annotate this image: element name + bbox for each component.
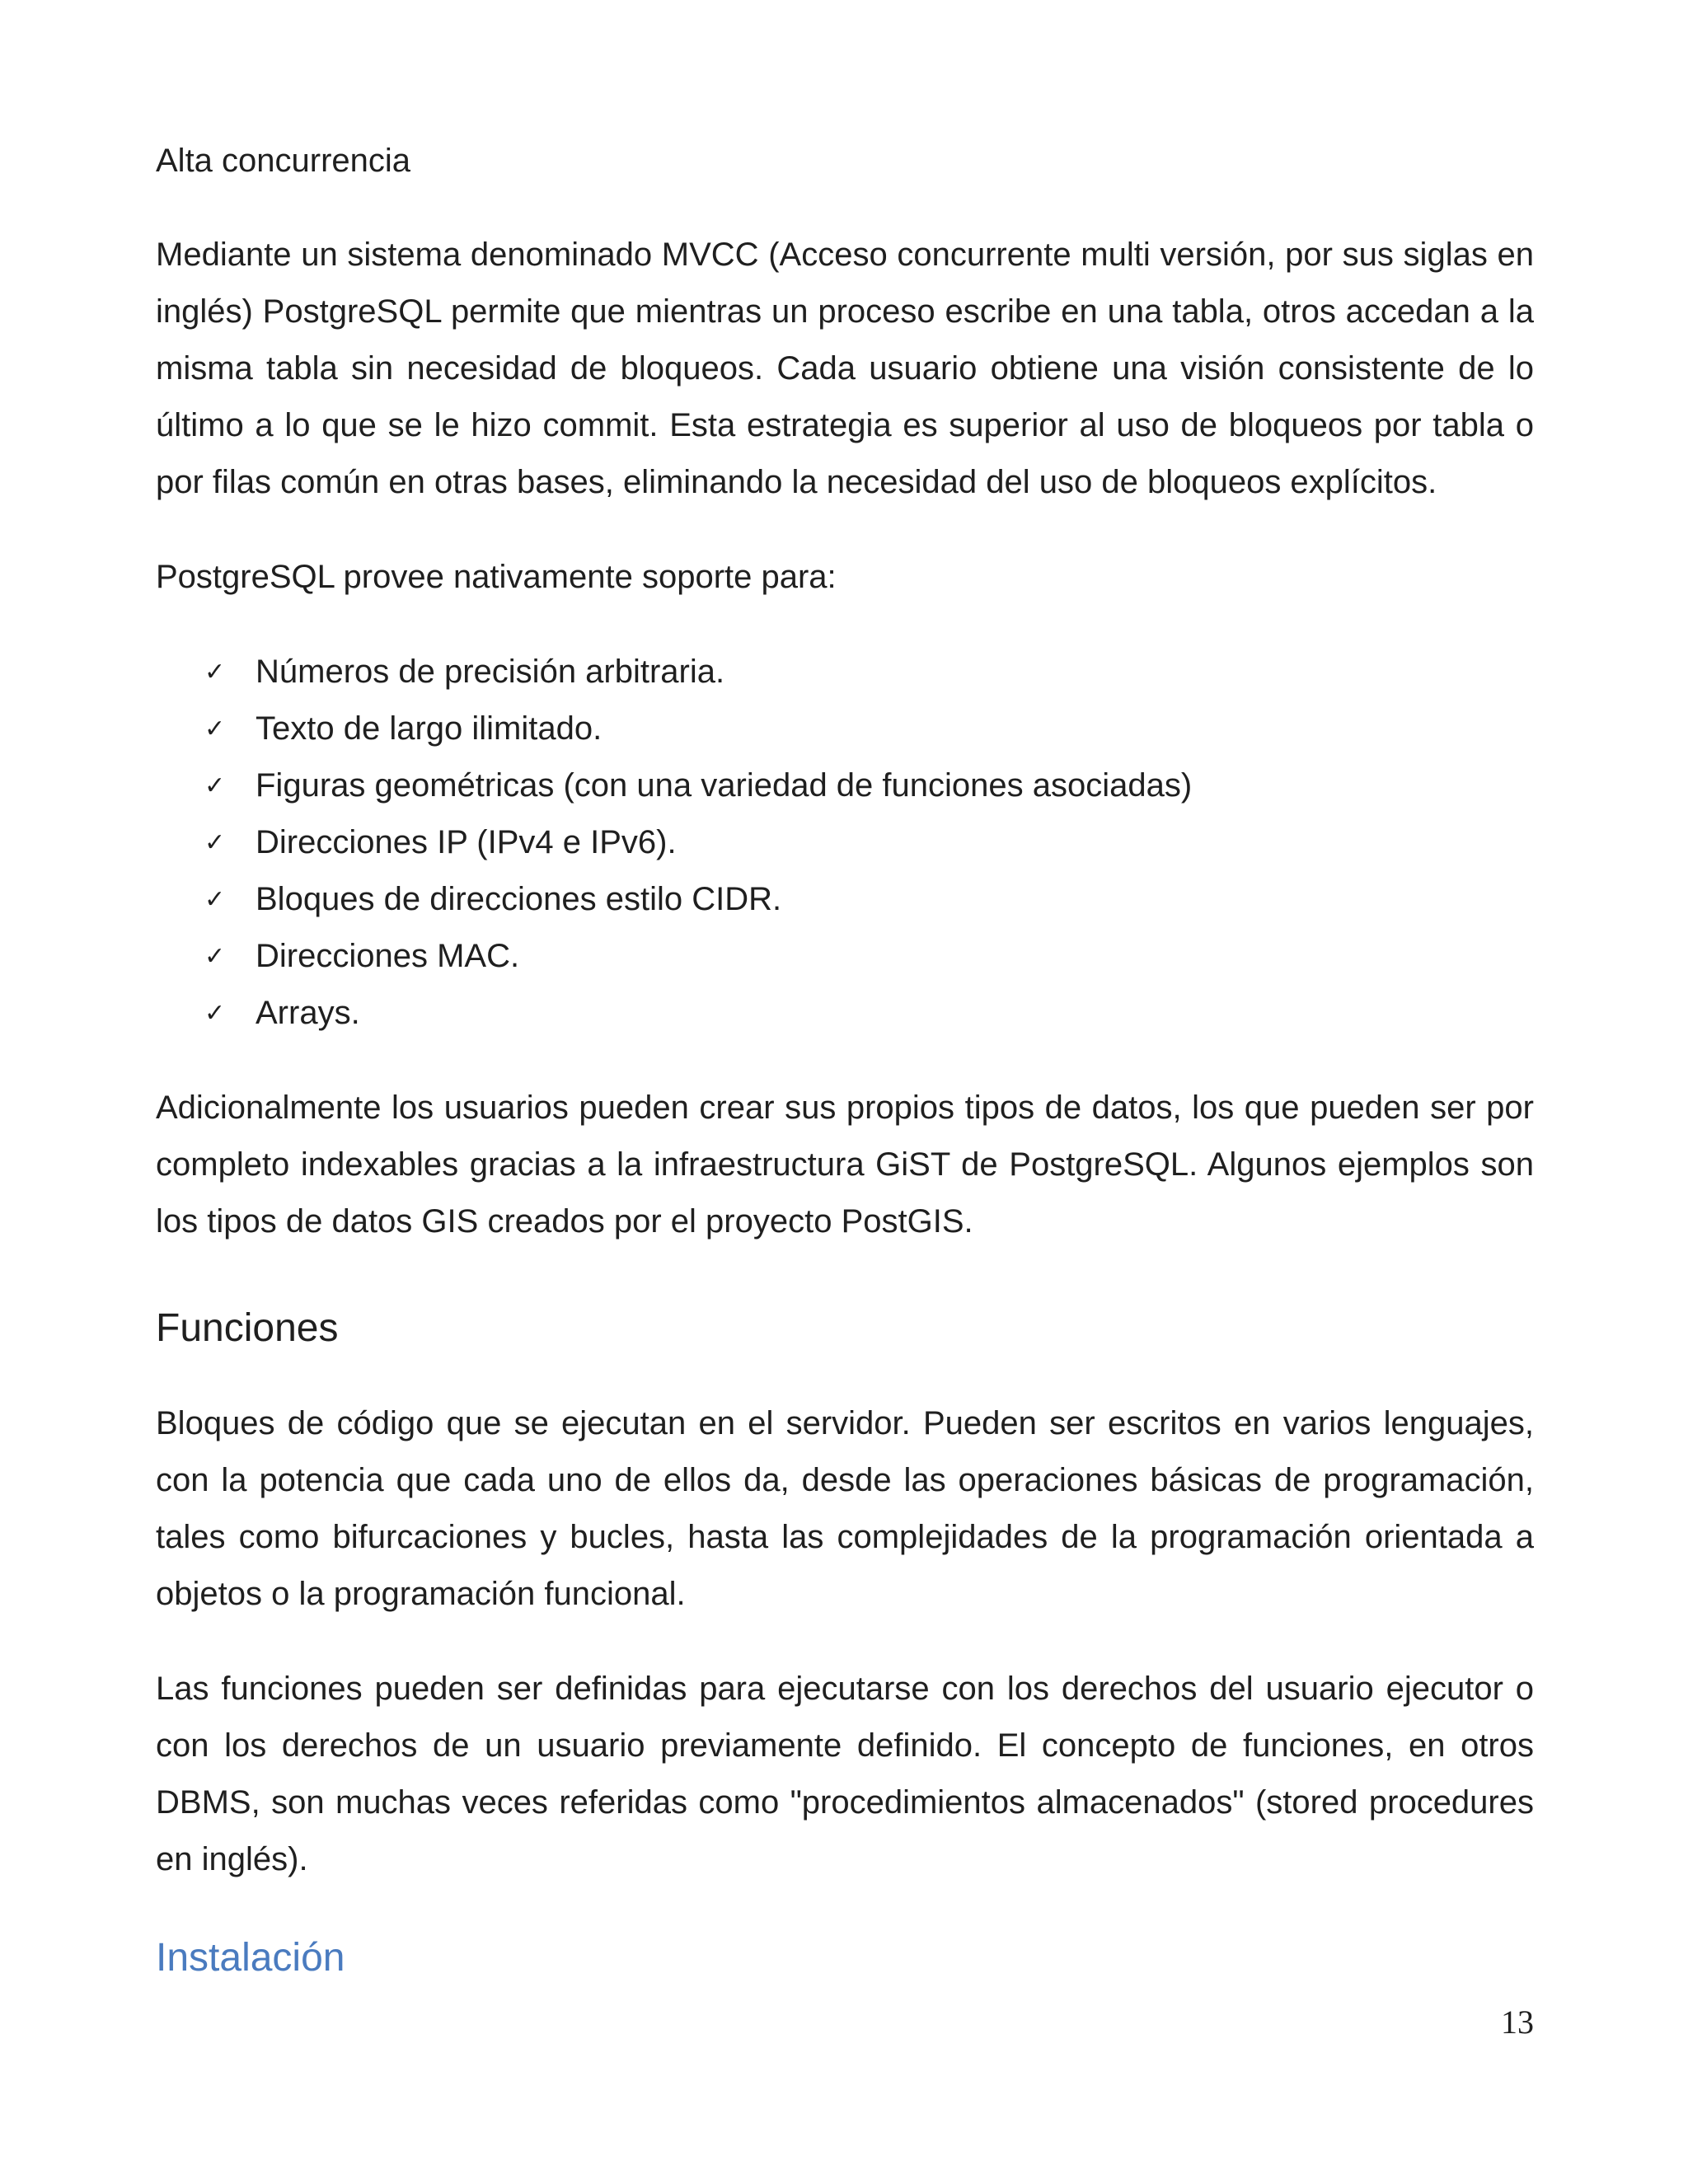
funciones-paragraph-2: Las funciones pueden ser definidas para ejecutarse con los derechos del usuario ejecutor o con los derechos de un usuario previamente definido. El concepto de funciones, en otros DBMS, son muchas veces referidas como "procedimientos almacenados" (stored procedures en inglés). xyxy=(156,1670,1534,1877)
checkmark-icon: ✓ xyxy=(204,942,226,971)
alta-concurrencia-heading: Alta concurrencia xyxy=(156,143,411,179)
list-item xyxy=(156,644,1534,701)
list-item-text: Bloques de direcciones estilo CIDR. xyxy=(256,881,782,917)
checkmark-icon: ✓ xyxy=(204,828,226,857)
custom-types-paragraph: Adicionalmente los usuarios pueden crear sus propios tipos de datos, los que pueden ser por completo indexables gracias a la infraestructura GiST de PostgreSQL. Algunos ejemplos son los tipos de datos GIS creados por el proyecto PostGIS. xyxy=(156,1090,1534,1240)
mvcc-paragraph: Mediante un sistema denominado MVCC (Acceso concurrente multi versión, por sus siglas en inglés) PostgreSQL permite que mientras un proceso escribe en una tabla, otros accedan a la misma tabla sin necesidad de bloqueos. Cada usuario obtiene una visión consistente de lo último a lo que se le hizo commit. Esta estrategia es superior al uso de bloqueos por tabla o por filas común en otras bases, eliminando la necesidad del uso de bloqueos explícitos. xyxy=(156,237,1534,500)
support-checklist xyxy=(156,644,1534,1042)
document-page xyxy=(156,140,1534,2024)
funciones-heading: Funciones xyxy=(156,1306,339,1350)
list-item-text: Figuras geométricas (con una variedad de funciones asociadas) xyxy=(256,767,1193,804)
list-item xyxy=(156,871,1534,928)
checkmark-icon: ✓ xyxy=(204,771,226,800)
list-item xyxy=(156,814,1534,871)
list-item xyxy=(156,928,1534,985)
checkmark-icon: ✓ xyxy=(204,658,226,687)
list-item xyxy=(156,701,1534,757)
checkmark-icon: ✓ xyxy=(204,885,226,914)
checkmark-icon: ✓ xyxy=(204,715,226,743)
funciones-paragraph-1: Bloques de código que se ejecutan en el servidor. Pueden ser escritos en varios lenguajes, con la potencia que cada uno de ellos da, desde las operaciones básicas de programación, tales como bifurcaciones y bucles, hasta las complejidades de la programación orientada a objetos o la programación funcional. xyxy=(156,1404,1534,1612)
list-item xyxy=(156,985,1534,1042)
list-item-text: Texto de largo ilimitado. xyxy=(256,710,603,747)
list-item-text: Números de precisión arbitraria. xyxy=(256,654,725,690)
list-item-text: Arrays. xyxy=(256,995,360,1031)
list-item-text: Direcciones MAC. xyxy=(256,938,520,974)
instalacion-heading: Instalación xyxy=(156,1935,345,1980)
page-number: 13 xyxy=(1501,2004,1534,2041)
support-intro: PostgreSQL provee nativamente soporte para: xyxy=(156,559,837,595)
list-item xyxy=(156,757,1534,814)
checkmark-icon: ✓ xyxy=(204,999,226,1028)
list-item-text: Direcciones IP (IPv4 e IPv6). xyxy=(256,824,677,860)
